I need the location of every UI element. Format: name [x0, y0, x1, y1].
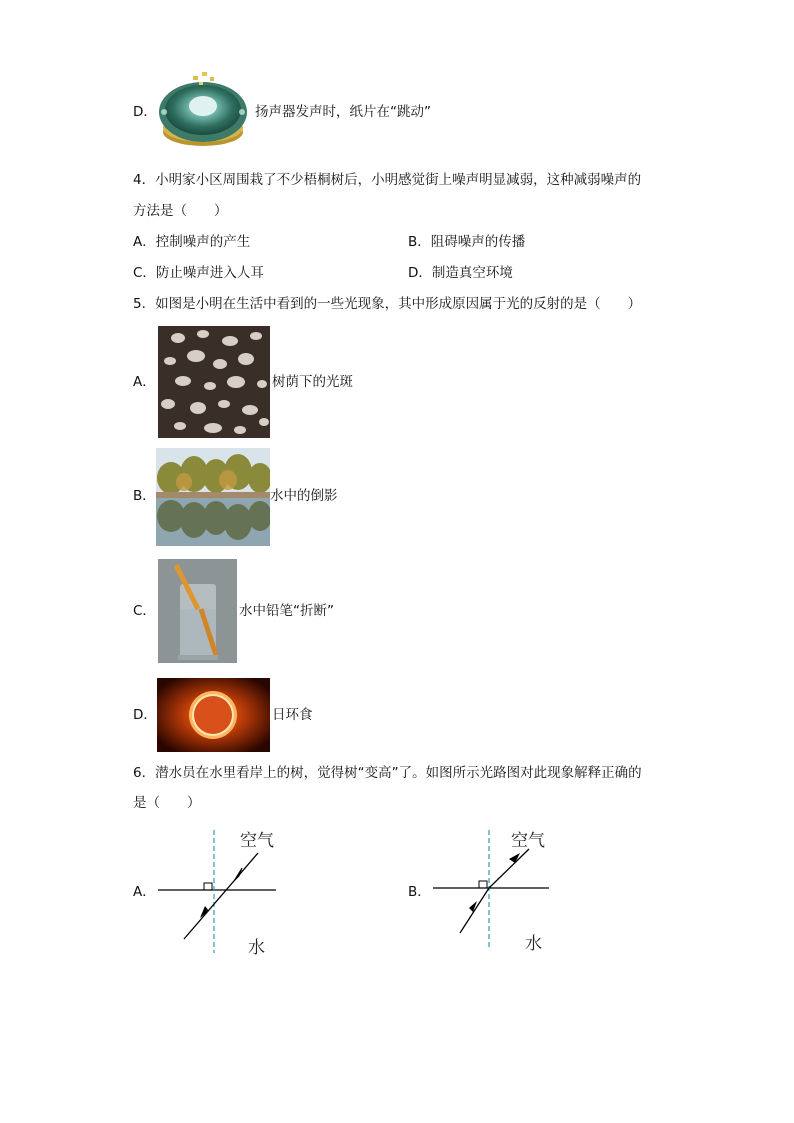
q4-option-a: A．控制噪声的产生	[133, 234, 251, 250]
q6-diagram-a	[150, 825, 290, 960]
q4-option-b: B．阻碍噪声的传播	[408, 234, 526, 250]
water-label: 水	[525, 934, 542, 954]
q6-diagram-b	[425, 825, 565, 960]
q5-option-c-letter: C．	[133, 603, 156, 619]
q5-option-c-caption: 水中铅笔“折断”	[239, 603, 334, 619]
question-4-stem: 4．小明家小区周围栽了不少梧桐树后，小明感觉街上噪声明显减弱，这种减弱噪声的	[133, 172, 642, 188]
tree-shade-light-spots-image	[158, 326, 270, 438]
q6-diagram-a-letter: A．	[133, 884, 156, 900]
q6-diagram-b-letter: B．	[408, 884, 431, 900]
q5-option-d-caption: 日环食	[272, 707, 313, 723]
q5-option-b-caption: 水中的倒影	[270, 488, 338, 504]
q5-option-a-caption: 树荫下的光斑	[272, 374, 353, 390]
option-letter: D．	[133, 104, 157, 120]
q5-option-a-letter: A．	[133, 374, 156, 390]
question-6-stem: 6．潜水员在水里看岸上的树，觉得树“变高”了。如图所示光路图对此现象解释正确的	[133, 765, 642, 781]
question-4-stem-cont: 方法是（ ）	[133, 203, 228, 219]
water-label: 水	[248, 938, 265, 958]
water-reflection-image	[156, 448, 270, 546]
air-label: 空气	[240, 831, 274, 851]
q4-option-d: D．制造真空环境	[408, 265, 513, 281]
q4-option-c: C．防止噪声进入人耳	[133, 265, 264, 281]
annular-eclipse-image	[157, 678, 270, 752]
q5-option-b-letter: B．	[133, 488, 156, 504]
q5-option-d-letter: D．	[133, 707, 157, 723]
air-label: 空气	[511, 831, 545, 851]
option-caption: 扬声器发声时，纸片在“跳动”	[255, 104, 431, 120]
speaker-icon	[155, 68, 251, 156]
question-6-stem-cont: 是（ ）	[133, 795, 201, 811]
question-5-stem: 5．如图是小明在生活中看到的一些光现象，其中形成原因属于光的反射的是（ ）	[133, 296, 642, 312]
pencil-in-water-image	[158, 559, 237, 663]
